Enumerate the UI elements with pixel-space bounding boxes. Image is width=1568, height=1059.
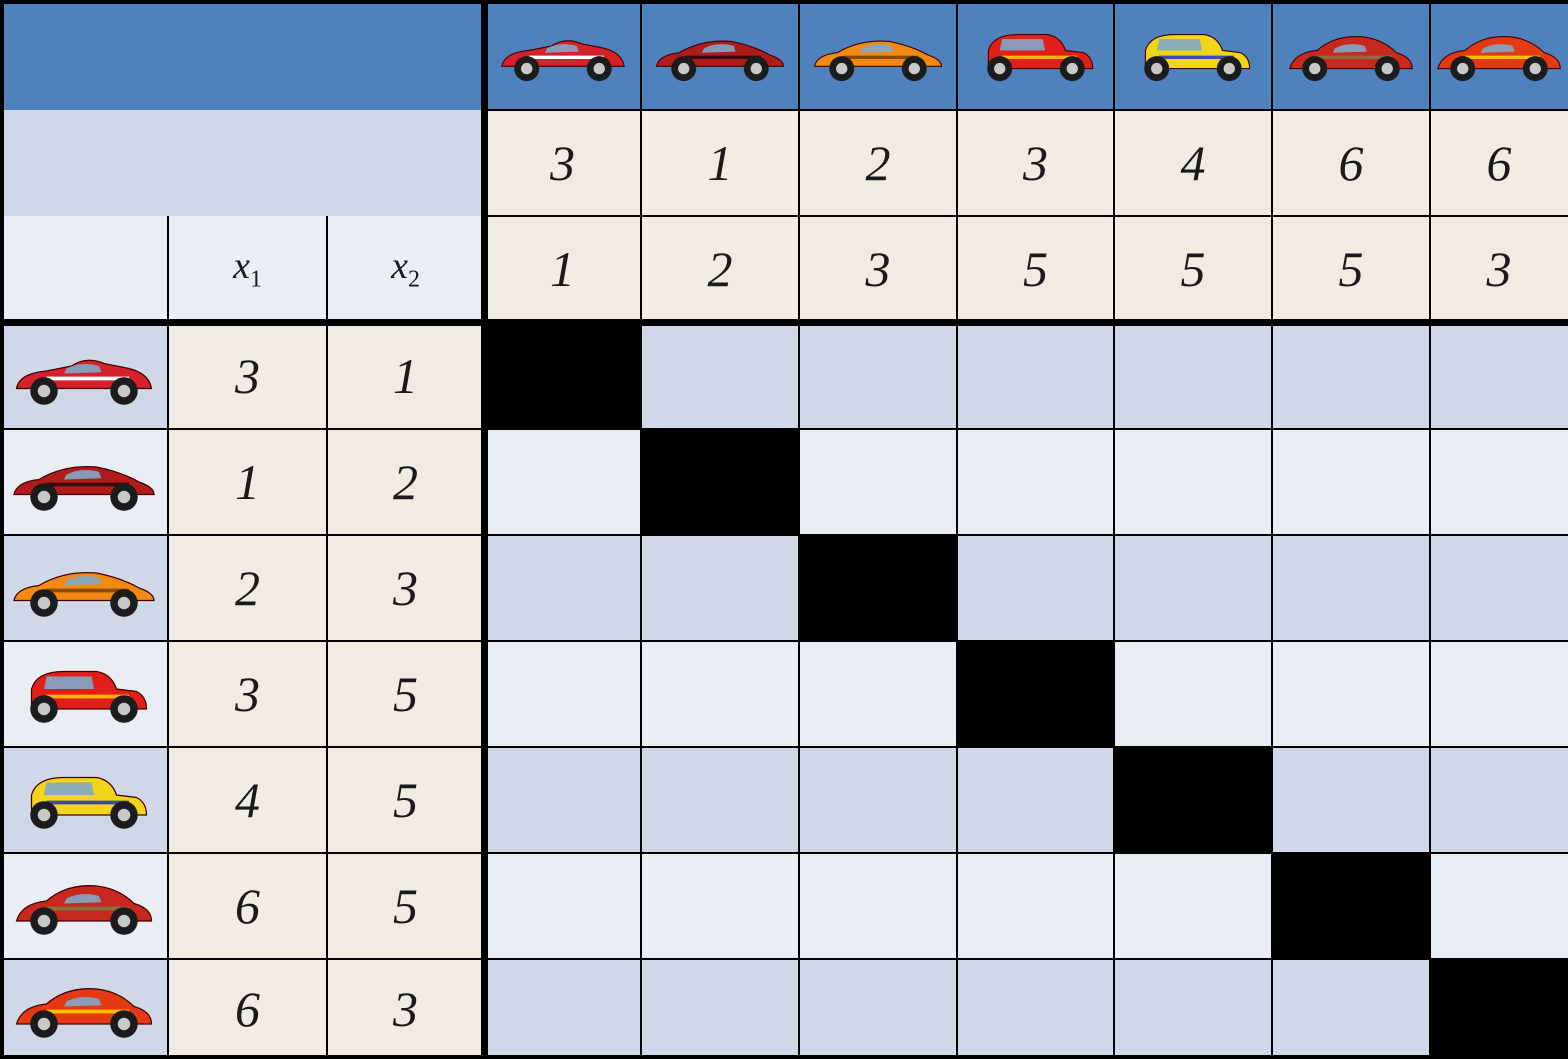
matrix-cell: [1114, 535, 1272, 641]
column-car-header: [799, 0, 957, 110]
row-x2-value: [327, 747, 484, 853]
matrix-cell: [1430, 535, 1568, 641]
red-hot-rod-car-icon: [968, 19, 1104, 91]
grid-line: [0, 852, 1568, 854]
yellow-hot-rod-car-icon: [9, 760, 159, 840]
column-x2-value: [641, 216, 799, 322]
column-x1-value: [957, 110, 1114, 216]
diagonal-cell: [641, 429, 799, 535]
column-x2-value: [799, 216, 957, 322]
row-x1-value: [168, 747, 327, 853]
column-car-header: [957, 0, 1114, 110]
column-x1-value: [799, 110, 957, 216]
column-x1-value: [641, 110, 799, 216]
matrix-cell: [957, 429, 1114, 535]
variable-label-x1: [233, 244, 262, 293]
red-brown-hot-rod-car-icon: [1283, 19, 1419, 91]
number-value: 5: [393, 772, 418, 828]
matrix-cell: [1272, 747, 1430, 853]
number-value: 3: [393, 560, 418, 616]
column-x2-value: [957, 216, 1114, 322]
column-x2-value: [1114, 216, 1272, 322]
grid-line: [1429, 0, 1431, 1059]
grid-line: [484, 215, 1568, 217]
number-value: 3: [235, 347, 260, 404]
row-x2-value: [327, 853, 484, 959]
number-value: 5: [393, 666, 418, 722]
row-car-header: [0, 747, 168, 853]
grid-line: [326, 216, 328, 1059]
number-value: 6: [235, 878, 260, 934]
number-value: 3: [865, 241, 891, 297]
grid-line: [167, 216, 169, 1059]
number-value: 2: [707, 241, 733, 297]
variable-subscript: 2: [407, 266, 420, 293]
matrix-cell: [1430, 322, 1568, 429]
grid-line: [1271, 0, 1273, 1059]
matrix-cell: [1272, 535, 1430, 641]
row-car-header: [0, 535, 168, 641]
matrix-cell: [799, 429, 957, 535]
number-value: 6: [235, 981, 260, 1037]
row-x2-value: [327, 322, 484, 429]
column-x1-value: [484, 110, 641, 216]
column-car-header: [1430, 0, 1568, 110]
matrix-cell: [957, 322, 1114, 429]
row-car-header: [0, 959, 168, 1059]
number-value: 6: [1338, 135, 1364, 191]
orange-sports-car-icon: [9, 548, 159, 628]
number-value: 4: [1180, 135, 1206, 191]
column-car-header: [641, 0, 799, 110]
frame-line: [0, 1055, 1568, 1059]
matrix-cell: [1272, 322, 1430, 429]
red-brown-hot-rod-car-icon: [9, 866, 159, 946]
matrix-cell: [641, 959, 799, 1059]
matrix-cell: [484, 641, 641, 747]
matrix-cell: [641, 641, 799, 747]
number-value: 5: [393, 878, 418, 934]
grid-line: [798, 0, 800, 1059]
grid-line: [1113, 0, 1115, 1059]
row-car-header: [0, 429, 168, 535]
row-car-header: [0, 322, 168, 429]
number-value: 5: [1180, 241, 1206, 297]
frame-line: [0, 0, 1568, 4]
number-value: 3: [550, 135, 575, 191]
matrix-cell: [484, 535, 641, 641]
matrix-cell: [641, 853, 799, 959]
red-roadster-car-icon: [495, 19, 631, 91]
column-x2-value: [1430, 216, 1568, 322]
grid-line: [0, 958, 1568, 960]
matrix-cell: [1114, 853, 1272, 959]
column-x2-value: [1272, 216, 1430, 322]
grid-line: [956, 0, 958, 1059]
column-x2-value: [484, 216, 641, 322]
red-flame-coupe-car-icon: [9, 969, 159, 1049]
variable-label-x2: [391, 244, 420, 293]
matrix-cell: [1430, 853, 1568, 959]
header-corner: [0, 216, 168, 322]
row-x1-value: [168, 429, 327, 535]
grid-line: [0, 428, 1568, 430]
matrix-cell: [484, 853, 641, 959]
matrix-cell: [484, 429, 641, 535]
matrix-cell: [957, 959, 1114, 1059]
matrix-cell: [641, 322, 799, 429]
row-x2-value: [327, 535, 484, 641]
number-value: 5: [1338, 241, 1364, 297]
matrix-cell: [1272, 641, 1430, 747]
number-value: 2: [865, 135, 891, 191]
number-value: 1: [235, 454, 260, 510]
red-flame-coupe-car-icon: [1431, 19, 1567, 91]
grid-line: [640, 0, 642, 1059]
matrix-cell: [1430, 747, 1568, 853]
row-x2-value: [327, 959, 484, 1059]
column-car-header: [484, 0, 641, 110]
thick-separator: [0, 319, 1568, 326]
header-blank: [0, 0, 484, 110]
matrix-cell: [484, 747, 641, 853]
number-value: 1: [393, 347, 418, 404]
red-hot-rod-car-icon: [9, 654, 159, 734]
column-header-x2: [327, 216, 484, 322]
variable-base: x: [391, 244, 408, 287]
variable-subscript: 1: [249, 266, 262, 293]
thick-separator: [481, 0, 488, 1059]
red-sports-coupe-car-icon: [652, 19, 788, 91]
diagonal-cell: [484, 322, 641, 429]
variable-base: x: [233, 244, 250, 287]
grid-line: [0, 746, 1568, 748]
matrix-cell: [799, 853, 957, 959]
matrix-cell: [484, 959, 641, 1059]
row-x1-value: [168, 535, 327, 641]
column-header-x1: [168, 216, 327, 322]
frame-line: [0, 0, 4, 1059]
grid-line: [0, 534, 1568, 536]
column-car-header: [1272, 0, 1430, 110]
matrix-cell: [1114, 322, 1272, 429]
number-value: 5: [1023, 241, 1048, 297]
yellow-hot-rod-car-icon: [1125, 19, 1261, 91]
matrix-cell: [1114, 641, 1272, 747]
column-x1-value: [1430, 110, 1568, 216]
matrix-cell: [1272, 429, 1430, 535]
matrix-cell: [799, 959, 957, 1059]
column-x1-value: [1114, 110, 1272, 216]
number-value: 1: [550, 241, 575, 297]
number-value: 4: [235, 772, 260, 828]
matrix-cell: [799, 747, 957, 853]
row-x2-value: [327, 429, 484, 535]
row-x1-value: [168, 853, 327, 959]
matrix-cell: [799, 641, 957, 747]
diagonal-cell: [799, 535, 957, 641]
header-blank-2: [0, 110, 484, 216]
number-value: 2: [235, 560, 260, 616]
grid-line: [484, 109, 1568, 111]
grid-line: [0, 640, 1568, 642]
diagonal-cell: [957, 641, 1114, 747]
matrix-cell: [957, 747, 1114, 853]
orange-sports-car-icon: [810, 19, 946, 91]
matrix-cell: [1430, 641, 1568, 747]
diagonal-cell: [1272, 853, 1430, 959]
matrix-cell: [799, 322, 957, 429]
matrix-cell: [957, 853, 1114, 959]
matrix-cell: [1114, 429, 1272, 535]
column-car-header: [1114, 0, 1272, 110]
number-value: 1: [707, 135, 733, 191]
red-sports-coupe-car-icon: [9, 442, 159, 522]
number-value: 3: [235, 666, 260, 722]
number-value: 3: [1486, 241, 1512, 297]
row-x1-value: [168, 322, 327, 429]
number-value: 3: [393, 981, 418, 1037]
column-x1-value: [1272, 110, 1430, 216]
matrix-cell: [1430, 429, 1568, 535]
number-value: 3: [1023, 135, 1048, 191]
matrix-cell: [641, 535, 799, 641]
row-car-header: [0, 853, 168, 959]
number-value: 6: [1486, 135, 1512, 191]
matrix-cell: [957, 535, 1114, 641]
row-x1-value: [168, 959, 327, 1059]
row-x1-value: [168, 641, 327, 747]
matrix-cell: [641, 747, 799, 853]
number-value: 2: [393, 454, 418, 510]
diagonal-cell: [1114, 747, 1272, 853]
matrix-cell: [1114, 959, 1272, 1059]
row-car-header: [0, 641, 168, 747]
row-x2-value: [327, 641, 484, 747]
diagonal-cell: [1430, 959, 1568, 1059]
matrix-cell: [1272, 959, 1430, 1059]
red-roadster-car-icon: [9, 336, 159, 416]
